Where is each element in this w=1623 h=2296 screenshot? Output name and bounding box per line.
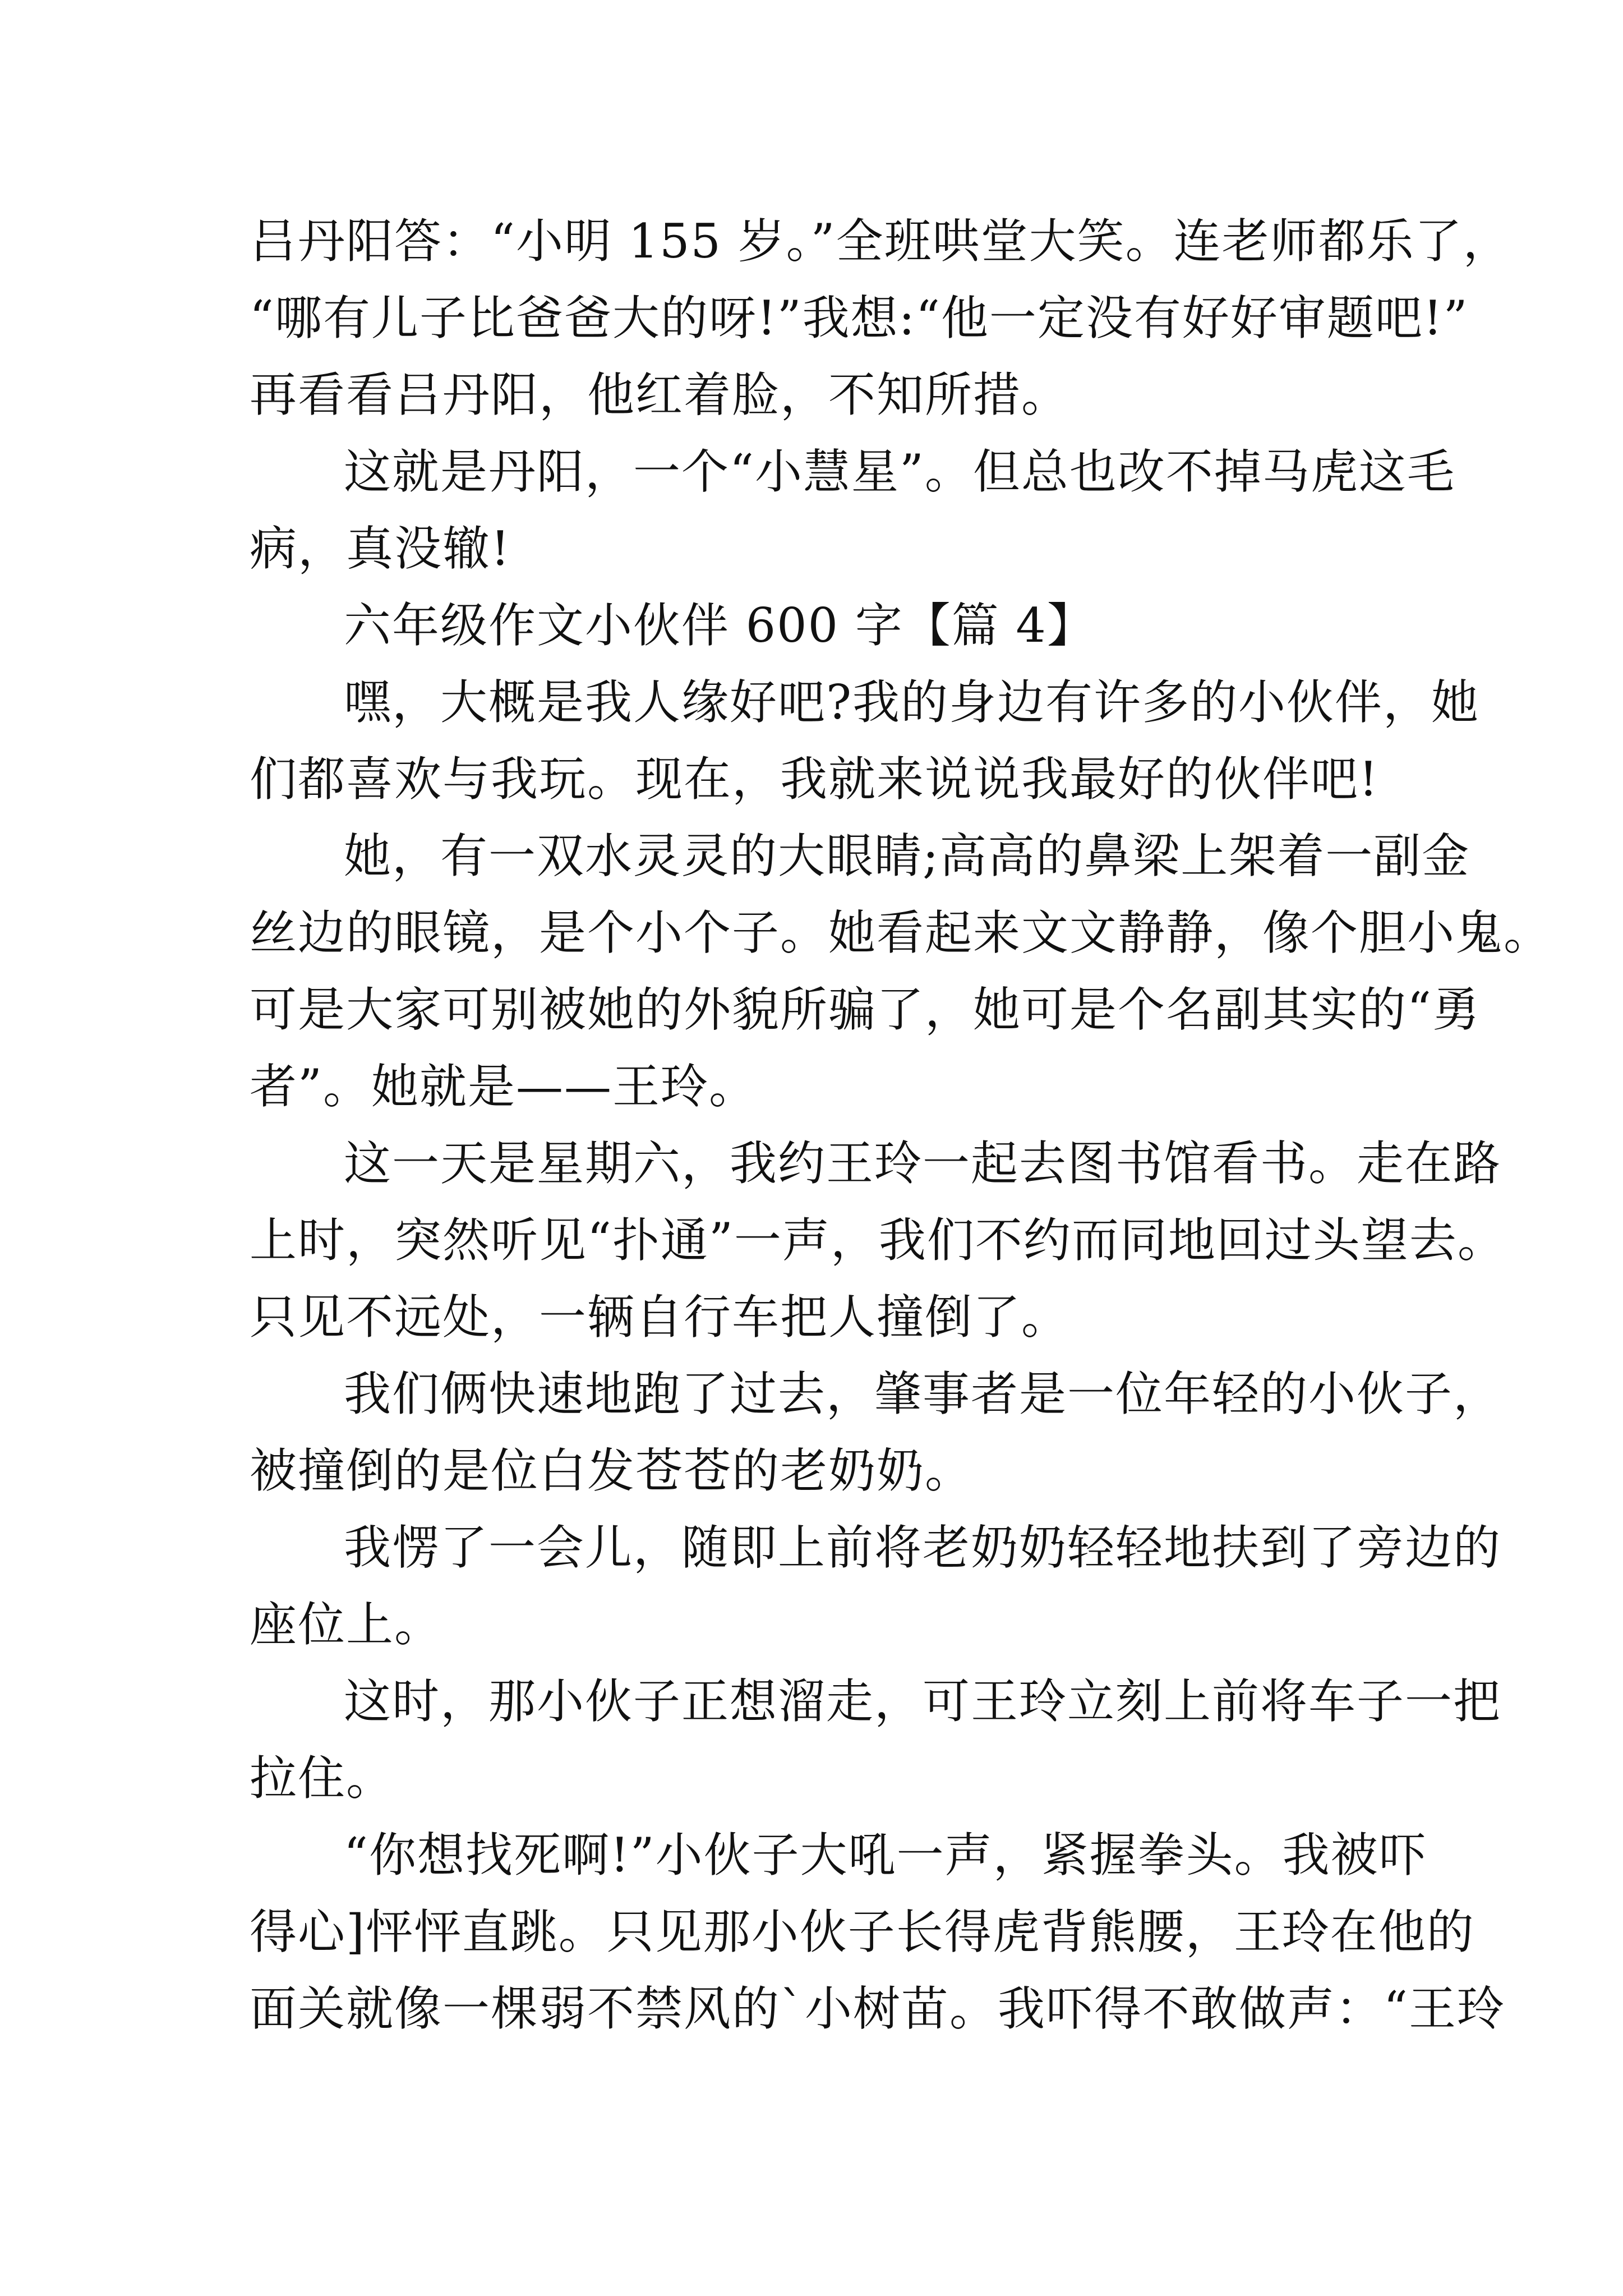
text-line: “哪有儿子比爸爸大的呀!”我想:“他一定没有好好审题吧!” bbox=[250, 291, 1469, 346]
text-line: 丝边的眼镜，是个小个子。她看起来文文静静，像个胆小鬼。 bbox=[250, 905, 1552, 960]
text-line: 这就是丹阳，一个“小慧星”。但总也改不掉马虎这毛 bbox=[344, 444, 1455, 499]
text-line: 上时，突然听见“扑通”一声，我们不约而同地回过头望去。 bbox=[250, 1213, 1506, 1268]
text-line: 她，有一双水灵灵的大眼睛;高高的鼻梁上架着一副金 bbox=[344, 829, 1470, 884]
text-line: 座位上。 bbox=[250, 1597, 443, 1652]
text-line: “你想找死啊!”小伙子大吼一声，紧握拳头。我被吓 bbox=[344, 1828, 1427, 1883]
text-line: 这一天是星期六，我约王玲一起去图书馆看书。走在路 bbox=[344, 1136, 1502, 1191]
text-line: 这时，那小伙子正想溜走，可王玲立刻上前将车子一把 bbox=[344, 1674, 1502, 1729]
text-line: 我愣了一会儿，随即上前将老奶奶轻轻地扶到了旁边的 bbox=[344, 1520, 1502, 1575]
text-line: 被撞倒的是位白发苍苍的老奶奶。 bbox=[250, 1443, 974, 1498]
text-line: 面关就像一棵弱不禁风的`小树苗。我吓得不敢做声：“王玲 bbox=[250, 1981, 1505, 2036]
text-line: 嘿，大概是我人缘好吧?我的身边有许多的小伙伴，她 bbox=[344, 675, 1480, 730]
text-line: 六年级作文小伙伴 600 字【篇 4】 bbox=[344, 598, 1095, 653]
text-line: 得心]怦怦直跳。只见那小伙子长得虎背熊腰，王玲在他的 bbox=[250, 1904, 1475, 1959]
text-line: 可是大家可别被她的外貌所骗了，她可是个名副其实的“勇 bbox=[250, 982, 1481, 1037]
text-line: 们都喜欢与我玩。现在，我就来说说我最好的伙伴吧! bbox=[250, 752, 1379, 807]
text-line: 我们俩快速地跑了过去，肇事者是一位年轻的小伙子， bbox=[344, 1366, 1502, 1421]
text-line: 吕丹阳答：“小明 155 岁。”全班哄堂大笑。连老师都乐了， bbox=[250, 214, 1511, 269]
text-line: 病，真没辙! bbox=[250, 521, 511, 576]
document-body bbox=[250, 203, 1552, 2047]
text-line: 者”。她就是——王玲。 bbox=[250, 1059, 757, 1114]
text-line: 再看看吕丹阳，他红着脸，不知所措。 bbox=[250, 367, 1070, 422]
text-line: 拉住。 bbox=[250, 1751, 395, 1806]
text-line: 只见不远处，一辆自行车把人撞倒了。 bbox=[250, 1290, 1070, 1345]
